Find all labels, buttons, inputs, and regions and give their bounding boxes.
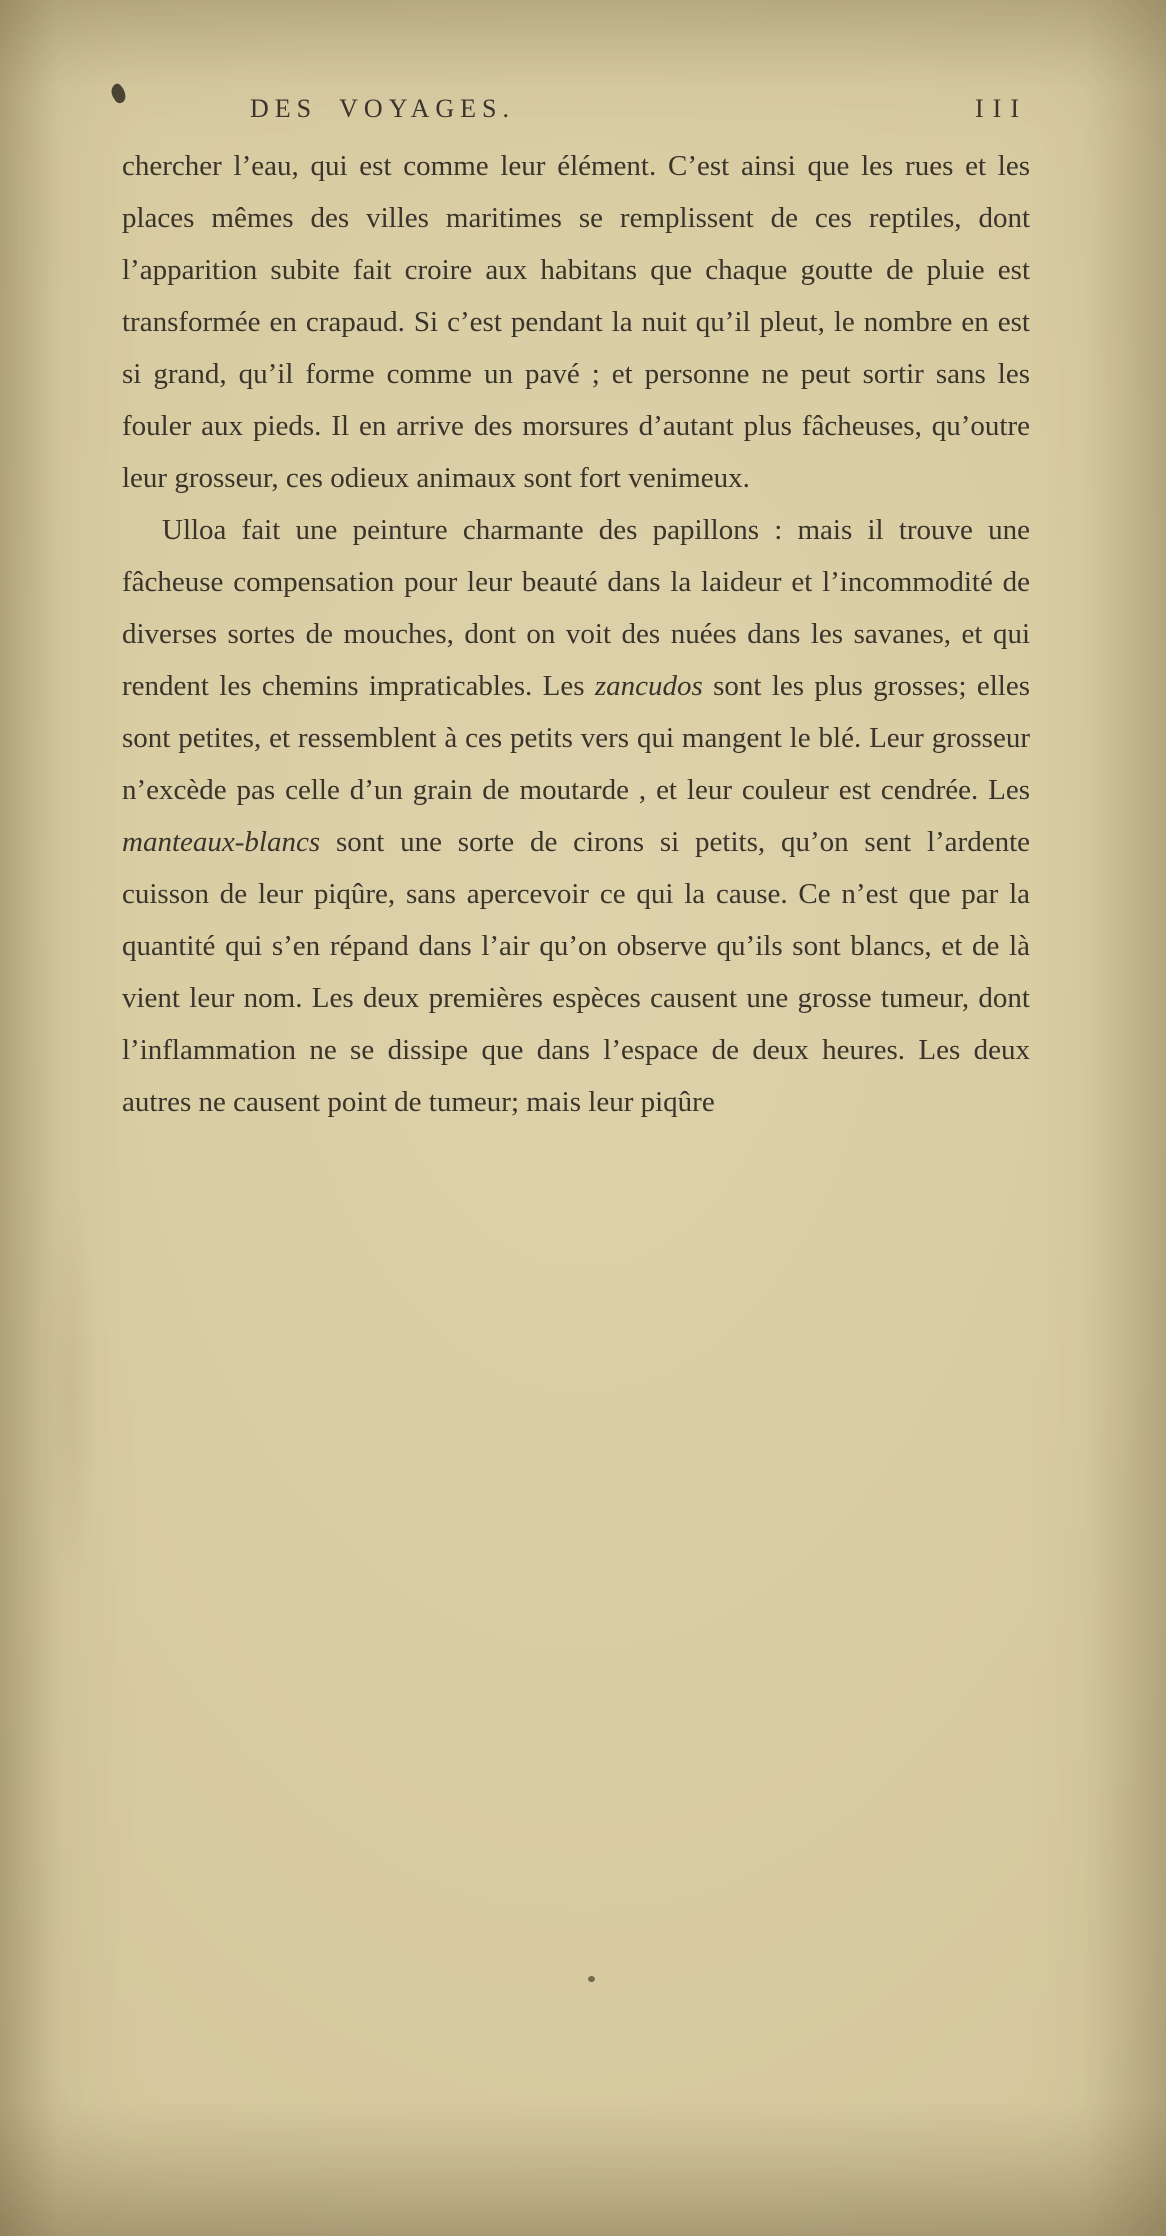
paper-stain [40,1180,100,1600]
italic-term: manteaux-blancs [122,826,321,858]
page-number: III [975,94,1028,123]
paragraph [122,140,1030,504]
text-run: Ulloa fait une peinture charmante des papillons : mais il trouve une fâcheuse compensation pour leur beauté dans la laideur et l’incommodité de diverses sortes de mouches, dont on voit des nuées dans les savanes, et qui rendent les chemins impraticables. Les [122,514,1030,702]
text-run: sont une sorte de cirons si petits, qu’on sent l’ardente cuisson de leur piqûre, sans apercevoir ce qui la cause. Ce n’est que par la quantité qui s’en répand dans l’air qu’on observe qu’ils sont blancs, et de là vient leur nom. Les deux premières espèces causent une grosse tumeur, dont l’inflammation ne se dissipe que dans l’espace de deux heures. Les deux autres ne causent point de tumeur; mais leur piqûre [122,826,1030,1118]
text-run: sont les plus grosses; elles sont petites, et ressemblent à ces petits vers qui mangent le blé. Leur grosseur n’excède pas celle d’un grain de moutarde , et leur couleur est cendrée. Les [122,670,1030,806]
running-title: DES VOYAGES. [250,94,515,123]
text-run: chercher l’eau, qui est comme leur élément. C’est ainsi que les rues et les places mêmes des villes maritimes se remplissent de ces reptiles, dont l’apparition subite fait croire aux habitans que chaque goutte de pluie est transformée en crapaud. Si c’est pendant la nuit qu’il pleut, le nombre en est si grand, qu’il forme comme un pavé ; et personne ne peut sortir sans les fouler aux pieds. Il en arrive des morsures d’autant plus fâcheuses, qu’outre leur grosseur, ces odieux animaux sont fort venimeux. [122,150,1030,494]
italic-term: zancudos [594,670,703,702]
scan-dot [588,1976,595,1982]
page-body [122,140,1030,1128]
paragraph [122,504,1030,1128]
running-header [122,94,1028,124]
